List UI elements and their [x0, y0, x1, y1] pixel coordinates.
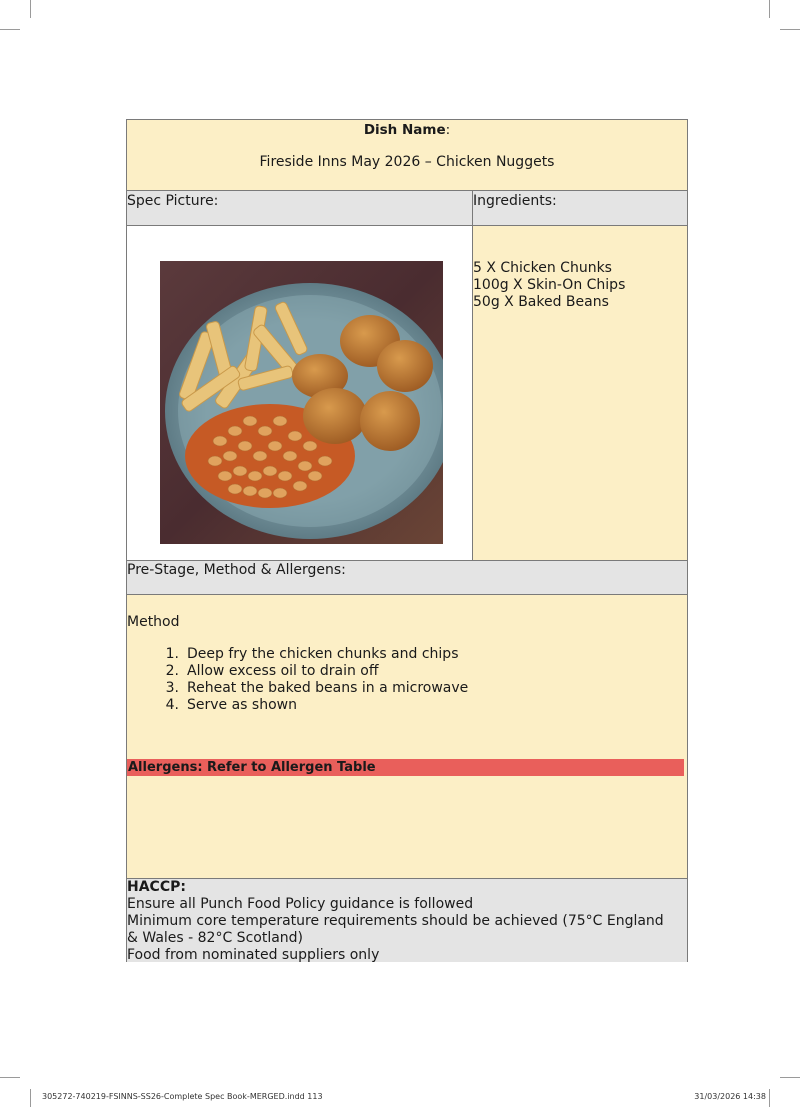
crop-mark — [30, 0, 31, 18]
prestage-header — [127, 561, 687, 595]
dish-name-section — [127, 120, 687, 191]
method-section — [127, 595, 687, 879]
crop-mark — [780, 29, 800, 30]
method-step — [157, 646, 468, 663]
crop-mark — [780, 1077, 800, 1078]
ingredient-item: 100g X Skin-On Chips — [473, 277, 626, 293]
dish-photo — [160, 261, 443, 544]
step-text: Reheat the baked beans in a microwave — [187, 680, 469, 696]
footer-file-info: 305272-740219-FSINNS-SS26-Complete Spec Book-MERGED.indd 113 — [42, 1092, 323, 1101]
dish-name-colon: : — [445, 122, 451, 138]
haccp-section — [127, 879, 687, 962]
step-number: 1. — [165, 646, 179, 662]
method-step — [157, 697, 468, 714]
footer-timestamp: 31/03/2026 14:38 — [694, 1092, 766, 1101]
crop-mark — [0, 29, 20, 30]
dish-title: Fireside Inns May 2026 – Chicken Nuggets — [259, 154, 555, 170]
crop-mark — [0, 1077, 20, 1078]
method-step — [157, 663, 468, 680]
crop-mark — [769, 0, 770, 18]
step-text: Deep fry the chicken chunks and chips — [187, 646, 459, 662]
spec-picture-cell — [127, 226, 473, 560]
spec-sheet — [126, 119, 688, 962]
dish-name-heading — [127, 122, 687, 138]
step-number: 2. — [165, 663, 179, 679]
step-text: Allow excess oil to drain off — [187, 663, 379, 679]
haccp-line: Ensure all Punch Food Policy guidance is followed — [127, 896, 474, 912]
ingredients-cell — [473, 226, 687, 560]
section-headers-row — [127, 191, 687, 226]
ingredient-item: 5 X Chicken Chunks — [473, 260, 612, 276]
ingredients-list — [473, 260, 625, 311]
haccp-text — [127, 879, 672, 964]
step-number: 3. — [165, 680, 179, 696]
dish-name-label: Dish Name — [363, 122, 446, 138]
haccp-title: HACCP: — [127, 879, 186, 895]
method-title: Method — [127, 614, 180, 630]
step-number: 4. — [165, 697, 179, 713]
ingredients-header — [473, 191, 687, 225]
ingredient-item: 50g X Baked Beans — [473, 294, 609, 310]
method-step — [157, 680, 468, 697]
crop-mark — [30, 1089, 31, 1107]
haccp-line: Minimum core temperature requirements should be achieved (75°C England & Wales - 82°C Scotland) — [127, 913, 664, 946]
spec-picture-header — [127, 191, 473, 225]
allergens-banner: Allergens: Refer to Allergen Table — [127, 759, 684, 776]
haccp-line: Food from nominated suppliers only — [127, 947, 380, 963]
ingredients-label: Ingredients: — [473, 193, 557, 209]
crop-mark — [769, 1089, 770, 1107]
picture-ingredients-row — [127, 226, 687, 561]
prestage-label: Pre-Stage, Method & Allergens: — [127, 562, 346, 578]
spec-picture-label: Spec Picture: — [127, 193, 219, 209]
method-steps — [157, 646, 468, 714]
step-text: Serve as shown — [187, 697, 297, 713]
